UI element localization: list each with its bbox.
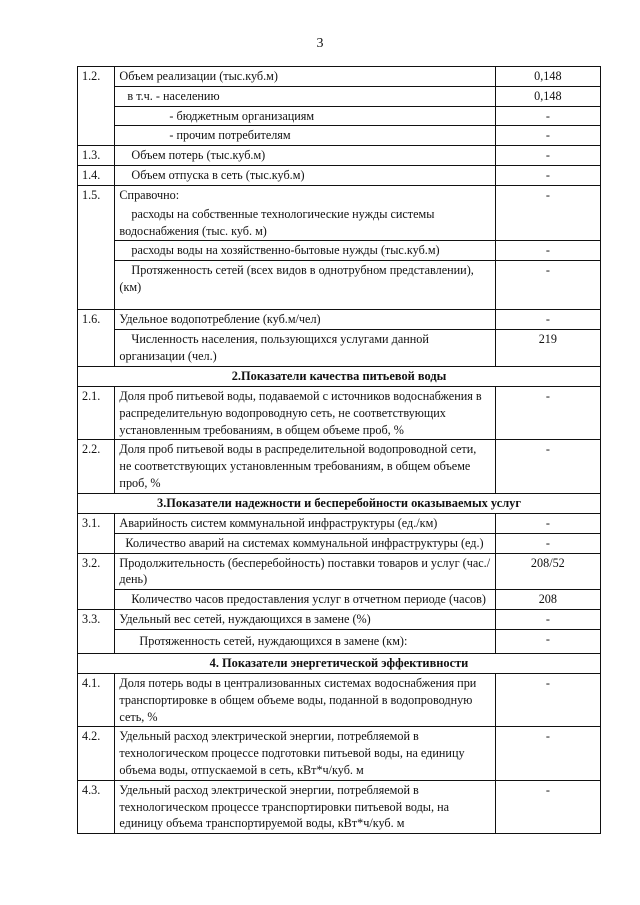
table-row (78, 533, 601, 553)
table-row (78, 126, 601, 146)
row-number: 2.2. (78, 440, 115, 493)
row-description: Аварийность систем коммунальной инфраструктуры (ед./км) (115, 513, 495, 533)
row-value: - (495, 386, 600, 439)
table-row (78, 106, 601, 126)
table-row (78, 780, 601, 833)
row-description: Протяженность сетей, нуждающихся в замене (км): (115, 629, 495, 653)
row-description: Удельный расход электрической энергии, потребляемой в технологическом процессе подготовки питьевой воды, на единицу объема воды, отпускаемой в сеть, кВт*ч/куб. м (115, 727, 495, 780)
row-number: 4.1. (78, 673, 115, 726)
section-header-row (78, 653, 601, 673)
row-description (115, 261, 495, 310)
row-number: 1.2. (78, 67, 115, 146)
row-number: 1.4. (78, 166, 115, 186)
row-description-text: Протяженность сетей (всех видов в однотрубном представлении), (км) (119, 263, 474, 295)
row-description: Объем отпуска в сеть (тыс.куб.м) (115, 166, 495, 186)
table-row (78, 727, 601, 780)
row-value: - (495, 440, 600, 493)
table-row (78, 513, 601, 533)
row-description: Объем потерь (тыс.куб.м) (115, 146, 495, 166)
row-value: - (495, 146, 600, 166)
row-number: 1.5. (78, 185, 115, 309)
row-description: Удельный расход электрической энергии, потребляемой в технологическом процессе транспортировки питьевой воды, на единицу объема транспортируемой воды, кВт*ч/куб. м (115, 780, 495, 833)
row-value: - (495, 261, 600, 310)
row-value: - (495, 106, 600, 126)
row-value: 208 (495, 590, 600, 610)
row-number: 1.3. (78, 146, 115, 166)
row-value: 0,148 (495, 86, 600, 106)
table-row (78, 629, 601, 653)
table-row (78, 590, 601, 610)
row-value: - (495, 513, 600, 533)
row-description (115, 533, 495, 553)
section-header-row (78, 366, 601, 386)
page-number: 3 (316, 36, 324, 51)
table-row (78, 440, 601, 493)
table-row (78, 86, 601, 106)
row-number: 4.2. (78, 727, 115, 780)
section-header-row (78, 493, 601, 513)
table-row (78, 330, 601, 367)
row-value: - (495, 780, 600, 833)
row-description (115, 590, 495, 610)
row-description (115, 205, 495, 241)
indicators-table-body (78, 67, 601, 834)
row-value: 208/52 (495, 553, 600, 590)
row-value: - (495, 126, 600, 146)
table-row (78, 146, 601, 166)
section-title: 2.Показатели качества питьевой воды (78, 366, 601, 386)
row-description: Доля потерь воды в централизованных системах водоснабжения при транспортировке в общем объеме воды, поданной в водопроводную сеть, % (115, 673, 495, 726)
row-description-text: Количество часов предоставления услуг в отчетном периоде (часов) (131, 592, 486, 607)
row-value: - (495, 610, 600, 630)
table-row (78, 610, 601, 630)
table-row (78, 553, 601, 590)
row-value: - (495, 727, 600, 780)
row-description (115, 330, 495, 367)
table-row (78, 673, 601, 726)
row-number: 4.3. (78, 780, 115, 833)
row-description-text: Численность населения, пользующихся услугами данной организации (чел.) (119, 332, 429, 363)
section-title: 3.Показатели надежности и бесперебойности оказываемых услуг (78, 493, 601, 513)
row-value: - (495, 185, 600, 240)
row-number: 3.1. (78, 513, 115, 553)
row-value: 0,148 (495, 67, 600, 87)
indicators-table (77, 66, 601, 834)
row-description: расходы воды на хозяйственно-бытовые нужды (тыс.куб.м) (115, 241, 495, 261)
row-value: - (495, 310, 600, 330)
table-row (78, 310, 601, 330)
row-number: 3.3. (78, 610, 115, 654)
section-title: 4. Показатели энергетической эффективности (78, 653, 601, 673)
row-description-text: расходы на собственные технологические нужды системы водоснабжения (тыс. куб. м) (119, 206, 435, 238)
table-row (78, 386, 601, 439)
row-description: Справочно: (115, 185, 495, 204)
row-description: в т.ч. - населению (115, 86, 495, 106)
row-number: 1.6. (78, 310, 115, 366)
row-value: - (495, 241, 600, 261)
row-description: - бюджетным организациям (115, 106, 495, 126)
row-description: Доля проб питьевой воды в распределительной водопроводной сети, не соответствующих установленным требованиям, в общем объеме проб, % (115, 440, 495, 493)
row-value: - (495, 533, 600, 553)
row-description: Объем реализации (тыс.куб.м) (115, 67, 495, 87)
row-value: - (495, 166, 600, 186)
row-description: - прочим потребителям (115, 126, 495, 146)
row-description: Продолжительность (бесперебойность) поставки товаров и услуг (час./день) (115, 553, 495, 590)
row-number: 2.1. (78, 386, 115, 439)
row-description: Удельный вес сетей, нуждающихся в замене (%) (115, 610, 495, 630)
table-row (78, 261, 601, 310)
table-row (78, 67, 601, 87)
row-value: - (495, 629, 600, 653)
table-row (78, 241, 601, 261)
row-description: Доля проб питьевой воды, подаваемой с источников водоснабжения в распределительную водопроводную сеть, не соответствующих установленным требованиям, в общем объеме проб, % (115, 386, 495, 439)
table-row (78, 166, 601, 186)
row-description: Удельное водопотребление (куб.м/чел) (115, 310, 495, 330)
row-value: 219 (495, 330, 600, 367)
row-value: - (495, 673, 600, 726)
row-description-text: Количество аварий на системах коммунальной инфраструктуры (ед.) (125, 535, 484, 550)
table-row (78, 185, 601, 204)
row-number: 3.2. (78, 553, 115, 609)
